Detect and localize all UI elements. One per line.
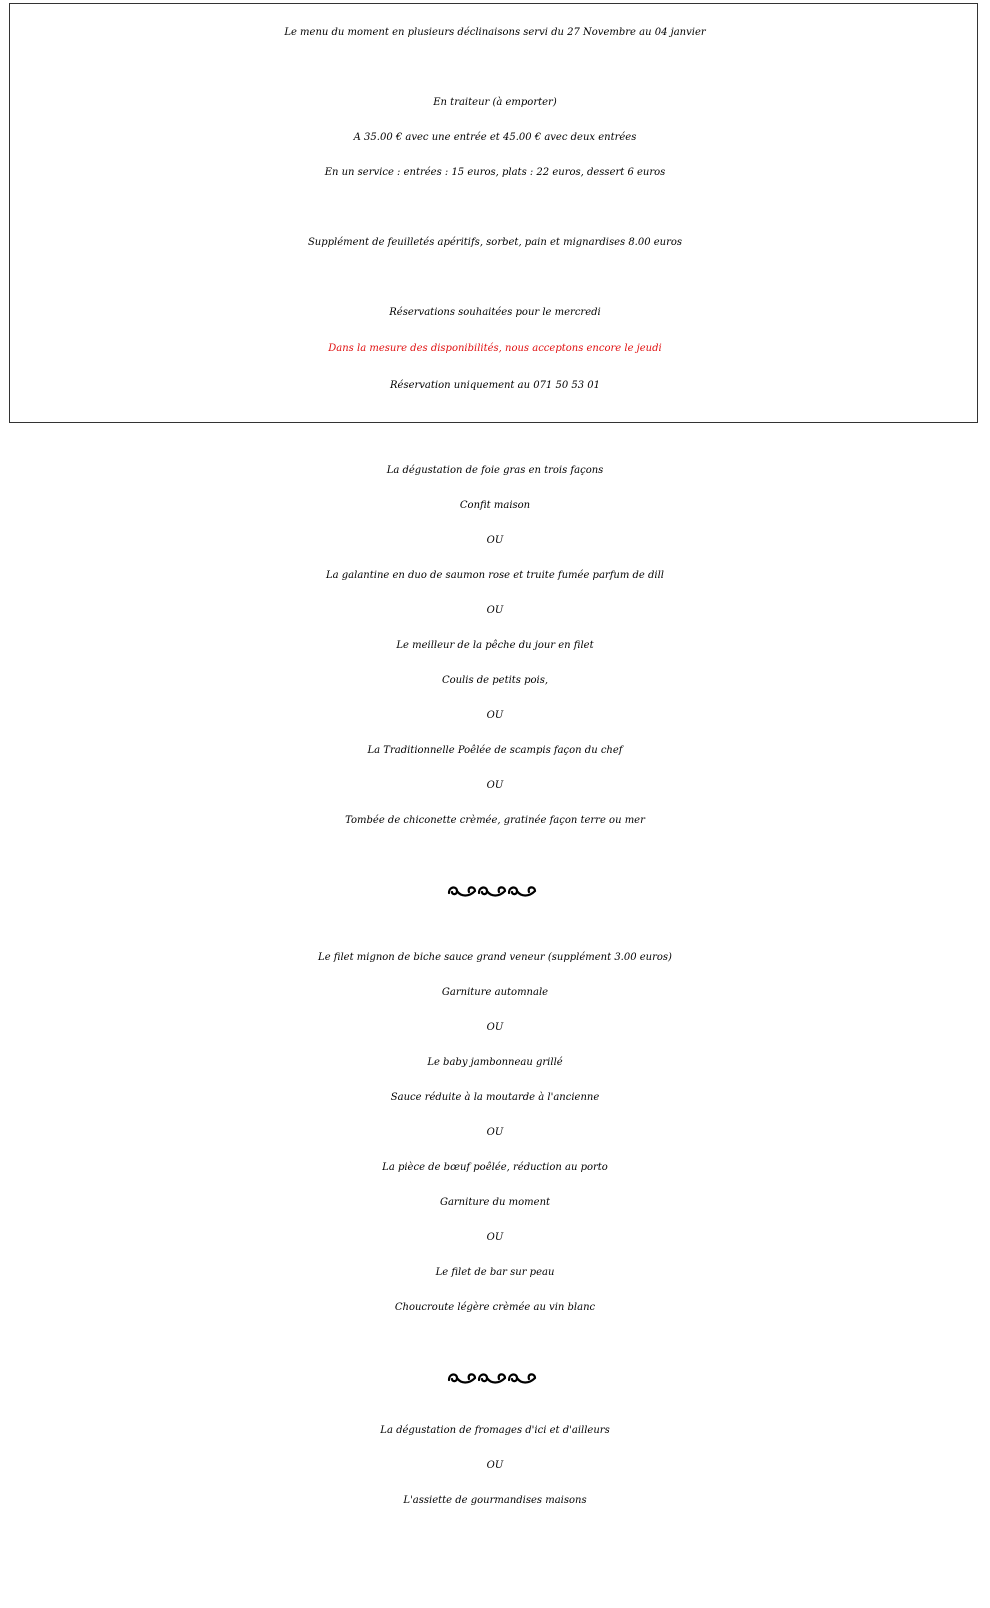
menu-period-text: Le menu du moment en plusieurs déclinaisons servi du 27 Novembre au 04 janvier xyxy=(284,27,706,38)
takeaway-price: A 35.00 € avec une entrée et 45.00 € avec deux entrées xyxy=(353,132,637,143)
starter-peche: Le meilleur de la pêche du jour en filet xyxy=(396,640,594,651)
main-bar: Le filet de bar sur peau xyxy=(435,1267,555,1278)
main-bar-sub: Choucroute légère crèmée au vin blanc xyxy=(394,1302,596,1313)
starter-foie-gras-sub: Confit maison xyxy=(459,500,531,511)
reservation-phone: Réservation uniquement au 071 50 53 01 xyxy=(390,380,600,391)
service-prices: En un service : entrées : 15 euros, plats : 22 euros, dessert 6 euros xyxy=(324,167,666,178)
main-boeuf-sub: Garniture du moment xyxy=(439,1197,551,1208)
or-separator: OU xyxy=(486,710,504,721)
main-biche-sub: Garniture automnale xyxy=(441,987,549,998)
scroll-ornament-icon xyxy=(445,1366,545,1390)
scroll-ornament-icon xyxy=(445,879,545,903)
or-separator: OU xyxy=(486,1127,504,1138)
takeaway-title: En traiteur (à emporter) xyxy=(433,97,557,108)
or-separator: OU xyxy=(486,1232,504,1243)
or-separator: OU xyxy=(486,780,504,791)
supplement-text: Supplément de feuilletés apéritifs, sorbet, pain et mignardises 8.00 euros xyxy=(307,237,683,248)
availability-note: Dans la mesure des disponibilités, nous acceptons encore le jeudi xyxy=(328,343,662,354)
starter-chiconette: Tombée de chiconette crèmée, gratinée façon terre ou mer xyxy=(345,815,645,826)
starter-peche-sub: Coulis de petits pois, xyxy=(441,675,549,686)
reservation-wednesday: Réservations souhaitées pour le mercredi xyxy=(389,307,601,318)
main-jambonneau: Le baby jambonneau grillé xyxy=(427,1057,563,1068)
starter-foie-gras: La dégustation de foie gras en trois façons xyxy=(386,465,604,476)
or-separator: OU xyxy=(486,1022,504,1033)
main-biche: Le filet mignon de biche sauce grand veneur (supplément 3.00 euros) xyxy=(318,952,672,963)
or-separator: OU xyxy=(486,605,504,616)
starter-scampis: La Traditionnelle Poêlée de scampis façon du chef xyxy=(367,745,623,756)
main-boeuf: La pièce de bœuf poêlée, réduction au porto xyxy=(382,1162,608,1173)
dessert-gourmandises: L'assiette de gourmandises maisons xyxy=(403,1495,587,1506)
dessert-fromages: La dégustation de fromages d'ici et d'ailleurs xyxy=(380,1425,610,1436)
starter-galantine: La galantine en duo de saumon rose et truite fumée parfum de dill xyxy=(325,570,664,581)
or-separator: OU xyxy=(486,1460,504,1471)
main-jambonneau-sub: Sauce réduite à la moutarde à l'ancienne xyxy=(390,1092,600,1103)
or-separator: OU xyxy=(486,535,504,546)
